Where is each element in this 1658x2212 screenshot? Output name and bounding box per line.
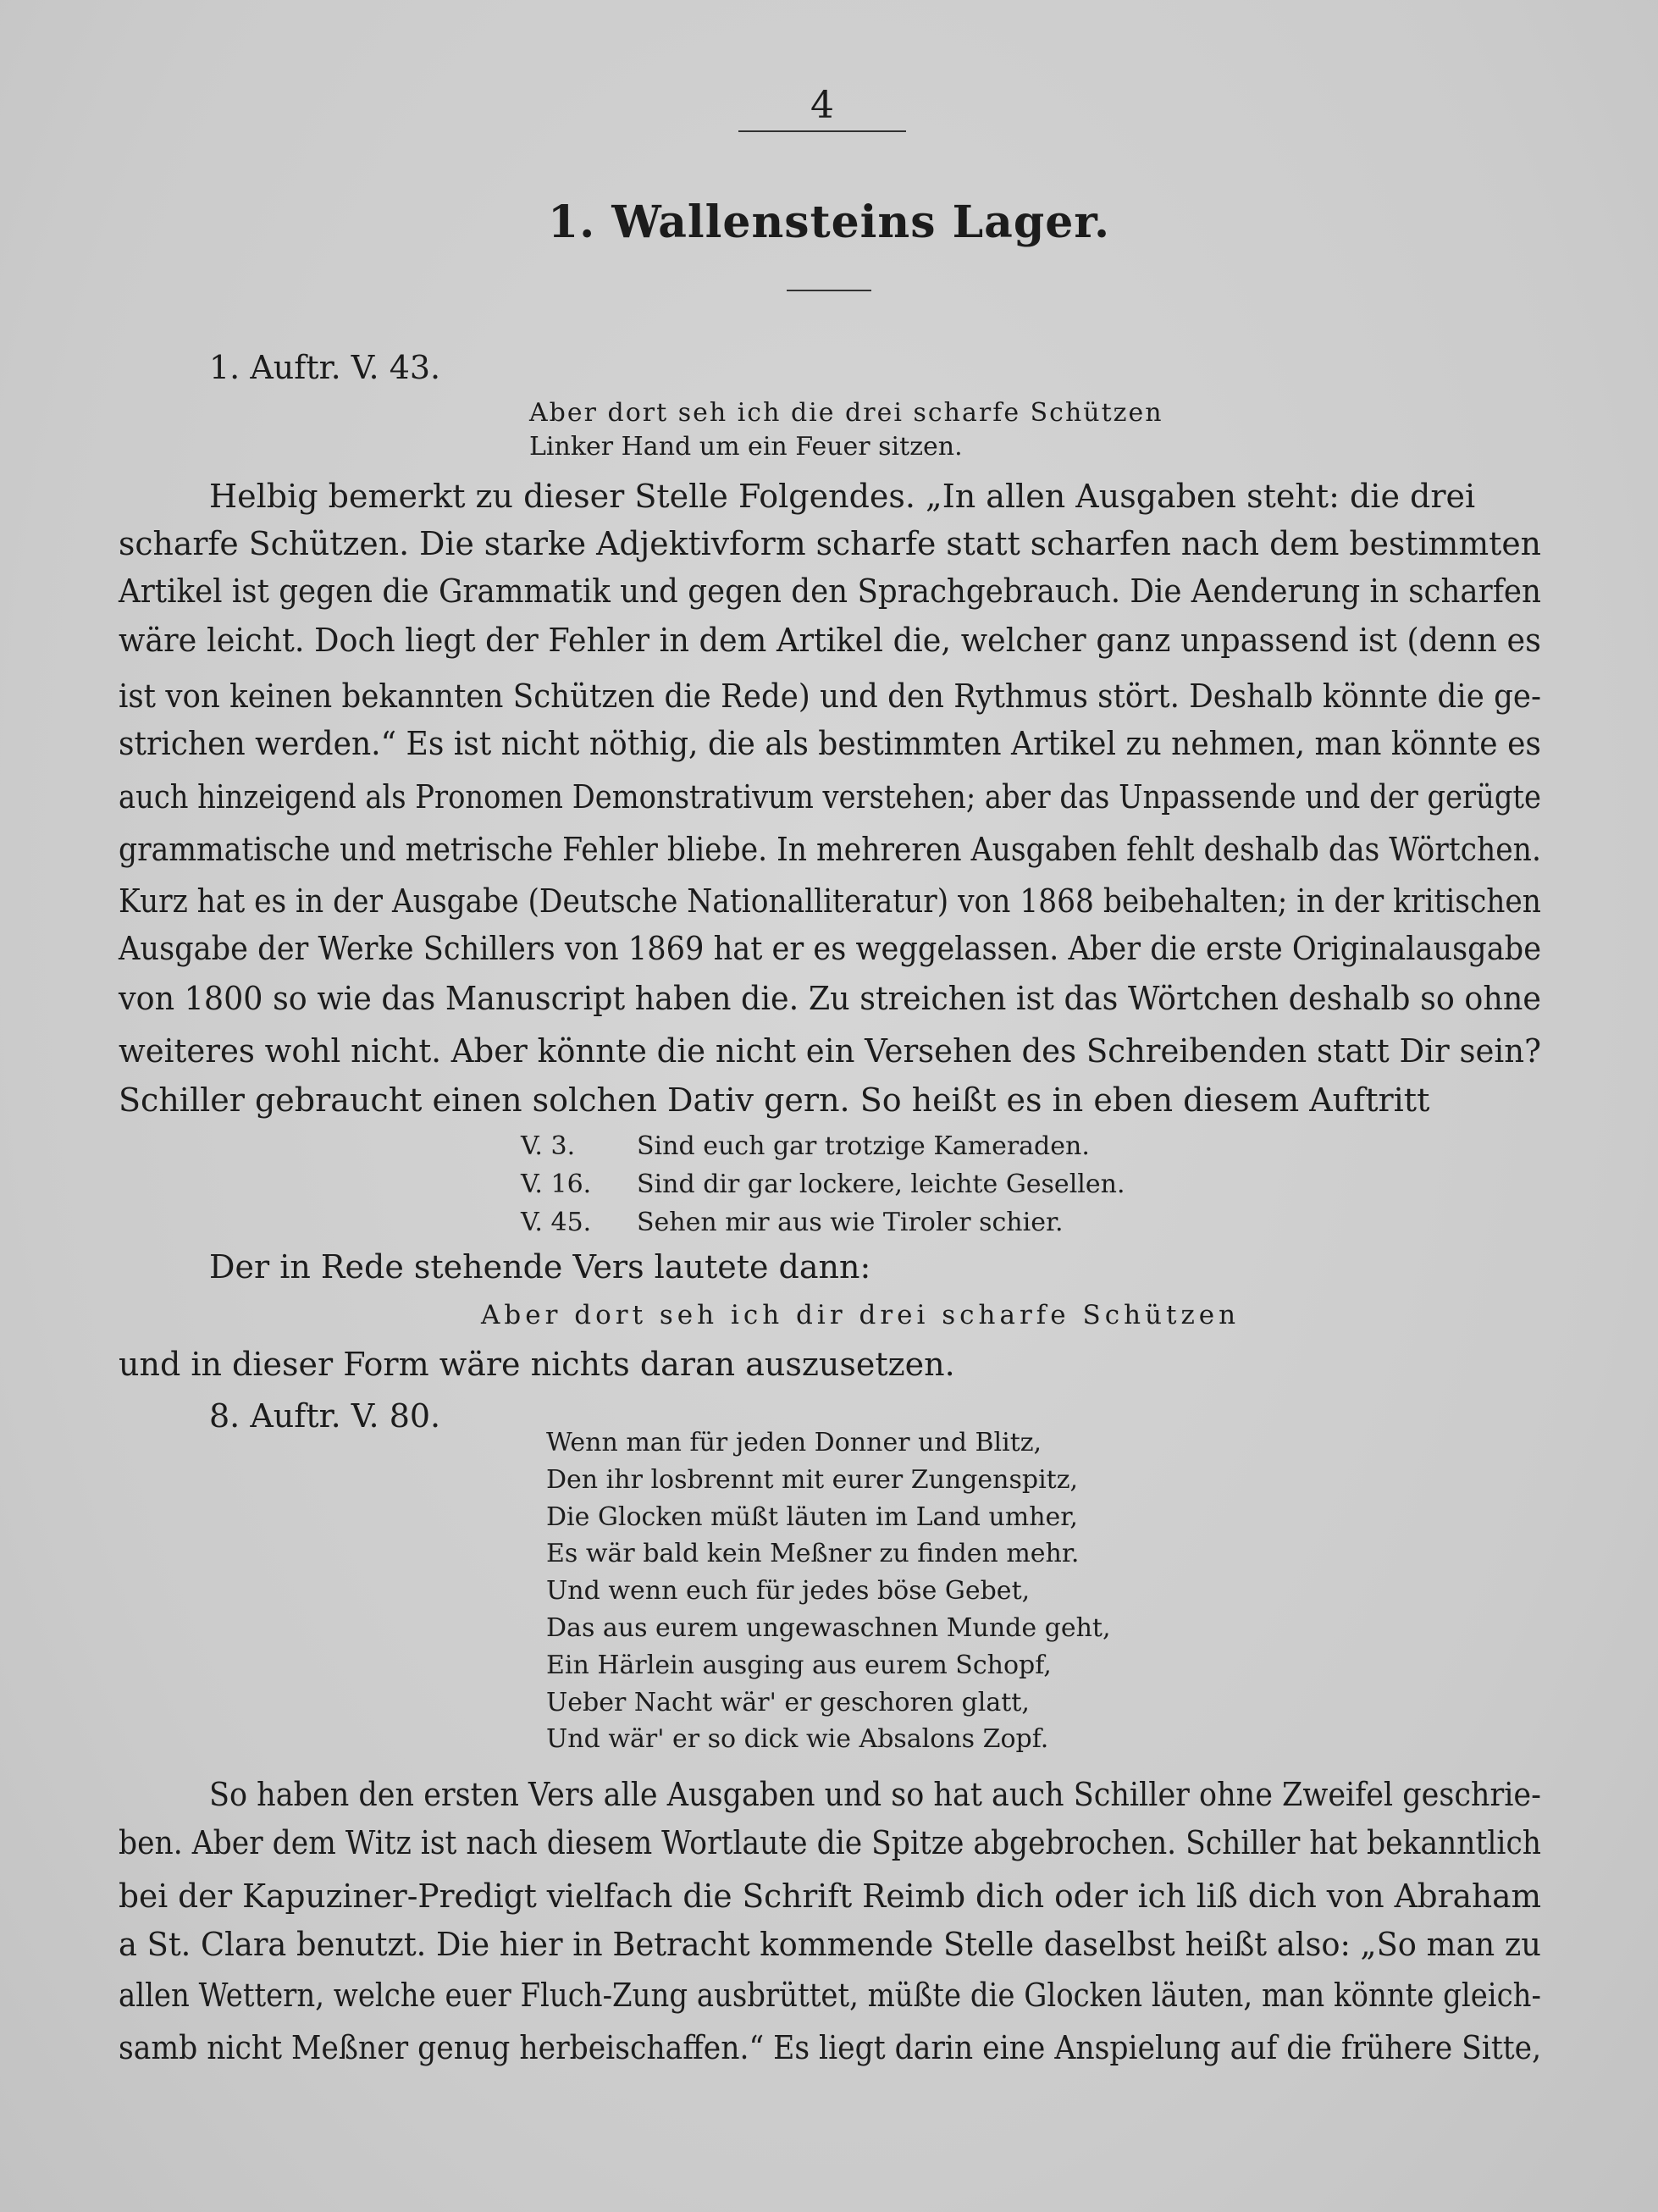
verse-intro-line: Der in Rede stehende Vers lautete dann: xyxy=(209,1248,871,1286)
paragraph-1-line: Helbig bemerkt zu dieser Stelle Folgendes. „In allen Ausgaben steht: die drei xyxy=(209,478,1476,515)
paragraph-1-line: Kurz hat es in der Ausgabe (Deutsche Nationalliteratur) von 1868 beibehalten; in der kritischen xyxy=(119,882,1541,920)
after-quote-line: und in dieser Form wäre nichts daran auszusetzen. xyxy=(119,1346,955,1383)
verse-line: Ein Härlein ausging aus eurem Schopf, xyxy=(546,1650,1052,1680)
paragraph-1-line: grammatische und metrische Fehler bliebe. In mehreren Ausgaben fehlt deshalb das Wörtchen. xyxy=(119,831,1541,868)
verse-line: Ueber Nacht wär' er geschoren glatt, xyxy=(546,1687,1030,1717)
paragraph-1-line: wäre leicht. Doch liegt der Fehler in dem Artikel die, welcher ganz unpassend ist (denn es xyxy=(119,622,1541,659)
paragraph-1-line: weiteres wohl nicht. Aber könnte die nicht ein Versehen des Schreibenden statt Dir sein? xyxy=(119,1032,1541,1070)
paragraph-2-line: a St. Clara benutzt. Die hier in Betracht kommende Stelle daselbst heißt also: „So man zu xyxy=(119,1926,1541,1963)
example-ref: V. 3. xyxy=(521,1131,576,1161)
quote-2: Aber dort seh ich dir drei scharfe Schützen xyxy=(481,1300,1241,1330)
verse-line: Das aus eurem ungewaschnen Munde geht, xyxy=(546,1612,1111,1643)
section-title: 1. Wallensteins Lager. xyxy=(547,196,1111,248)
paragraph-1-line: Ausgabe der Werke Schillers von 1869 hat er es weggelassen. Aber die erste Originalausgabe xyxy=(119,930,1542,967)
example-ref: V. 45. xyxy=(521,1208,592,1237)
example-ref: V. 16. xyxy=(521,1170,592,1199)
paragraph-2-line: bei der Kapuziner-Predigt vielfach die Schrift Reimb dich oder ich liß dich von Abraham xyxy=(119,1877,1542,1915)
verse-line: Den ihr losbrennt mit eurer Zungenspitz, xyxy=(546,1464,1079,1495)
paragraph-1-line: ist von keinen bekannten Schützen die Rede) und den Rythmus stört. Deshalb könnte die ge- xyxy=(119,677,1542,715)
paragraph-1-line: von 1800 so wie das Manuscript haben die. Zu streichen ist das Wörtchen deshalb so ohne xyxy=(119,980,1541,1017)
example-text: Sehen mir aus wie Tiroler schier. xyxy=(637,1208,1064,1237)
paragraph-2-line: ben. Aber dem Witz ist nach diesem Wortlaute die Spitze abgebrochen. Schiller hat bekanntlich xyxy=(119,1824,1542,1861)
page-number-rule xyxy=(738,130,906,132)
reference-2: 8. Auftr. V. 80. xyxy=(209,1397,441,1435)
example-text: Sind dir gar lockere, leichte Gesellen. xyxy=(637,1170,1125,1199)
title-rule xyxy=(787,290,871,291)
page-number: 4 xyxy=(810,84,834,127)
paragraph-2-line: samb nicht Meßner genug herbeischaffen.“ Es liegt darin eine Anspielung auf die frühere Sitte, xyxy=(119,2029,1542,2066)
example-text: Sind euch gar trotzige Kameraden. xyxy=(637,1131,1090,1161)
paragraph-1-line: scharfe Schützen. Die starke Adjektivform scharfe statt scharfen nach dem bestimmten xyxy=(119,525,1541,562)
paragraph-2-line: So haben den ersten Vers alle Ausgaben und so hat auch Schiller ohne Zweifel geschrie- xyxy=(209,1776,1541,1813)
quote-1-line-1: Aber dort seh ich die drei scharfe Schützen xyxy=(529,398,1163,428)
verse-line: Und wenn euch für jedes böse Gebet, xyxy=(546,1576,1031,1606)
paragraph-1-line: auch hinzeigend als Pronomen Demonstrativum verstehen; aber das Unpassende und der gerügte xyxy=(119,778,1541,816)
reference-1: 1. Auftr. V. 43. xyxy=(209,349,441,386)
quote-1-line-2: Linker Hand um ein Feuer sitzen. xyxy=(529,432,963,462)
verse-line: Die Glocken müßt läuten im Land umher, xyxy=(546,1501,1078,1532)
verse-line: Und wär' er so dick wie Absalons Zopf. xyxy=(546,1724,1049,1755)
paragraph-2-line: allen Wettern, welche euer Fluch-Zung ausbrüttet, müßte die Glocken läuten, man könnte gleich- xyxy=(119,1977,1541,2014)
verse-line: Es wär bald kein Meßner zu finden mehr. xyxy=(546,1539,1080,1569)
verse-line: Wenn man für jeden Donner und Blitz, xyxy=(546,1428,1042,1457)
verse-block xyxy=(546,1424,1111,1758)
paragraph-1-line: strichen werden.“ Es ist nicht nöthig, die als bestimmten Artikel zu nehmen, man könnte es xyxy=(119,725,1541,762)
paragraph-1-line: Artikel ist gegen die Grammatik und gegen den Sprachgebrauch. Die Aenderung in scharfen xyxy=(119,572,1541,610)
paragraph-1-line: Schiller gebraucht einen solchen Dativ gern. So heißt es in eben diesem Auftritt xyxy=(119,1081,1430,1119)
